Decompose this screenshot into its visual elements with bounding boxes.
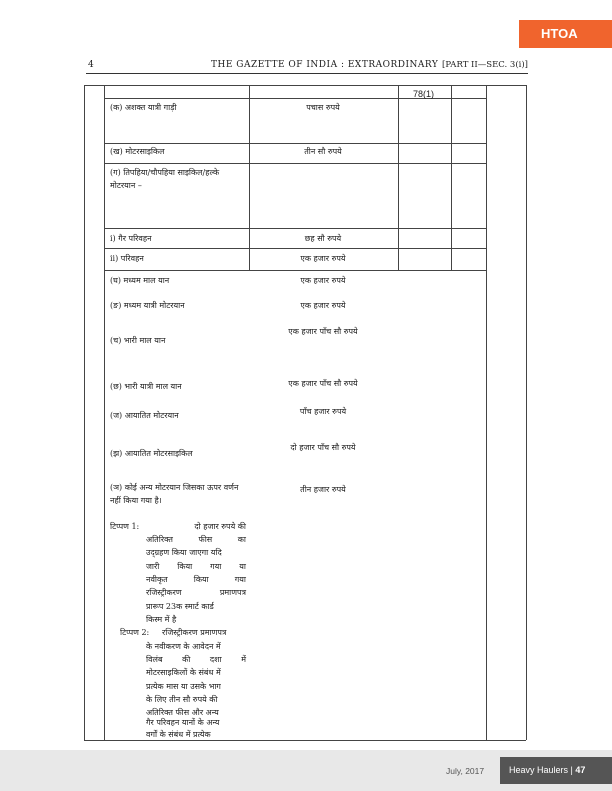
header-title: THE GAZETTE OF INDIA : EXTRAORDINARY [211, 60, 439, 70]
table-row-fee: एक हजार रुपये [300, 254, 346, 263]
table-row-rule [104, 270, 486, 271]
table-row-item: (ख) मोटरसाइकिल [110, 147, 165, 156]
corner-section-tab: HTOA [519, 20, 612, 48]
note-1-line: उद्ग्रहण किया जाएगा यदि [146, 548, 222, 557]
table-row-fee: छह सौ रुपये [304, 234, 342, 243]
table-row-item: (ङ) मध्यम यात्री मोटरयान [110, 301, 185, 310]
note-2-line: अतिरिक्त फीस और अन्य [146, 708, 219, 717]
table-row-fee: तीन हजार रुपये [300, 485, 346, 494]
table-row-rule [104, 228, 486, 229]
column-label-78-1: 78(1) [413, 89, 435, 99]
header-page-number: 4 [88, 60, 94, 70]
table-row-item: (घ) मध्यम माल यान [110, 276, 170, 285]
table-col-divider-1 [104, 85, 105, 740]
table-row-fee: दो हजार पाँच सौ रुपये [290, 443, 356, 452]
note-2-line: के लिए तीन सौ रुपये की [146, 695, 218, 704]
note-1-line: दो हजार रुपये की [194, 522, 246, 531]
table-row-item: (च) भारी माल यान [110, 336, 166, 345]
table-row-item: (झ) आयातित मोटरसाइकिल [110, 449, 193, 458]
note-1-line: जारी किया गया या [146, 562, 246, 571]
table-row-item: (ज) आयातित मोटरयान [110, 411, 179, 420]
note-1-label: टिप्पण 1: [110, 522, 140, 531]
table-row-fee: एक हजार पाँच सौ रुपये [288, 327, 358, 336]
table-col-divider-3 [398, 85, 399, 270]
table-row-fee: तीन सौ रुपये [304, 147, 342, 156]
table-row-fee: एक हजार रुपये [300, 301, 346, 310]
table-row-fee: एक हजार रुपये [300, 276, 346, 285]
table-row-item: (छ) भारी यात्री माल यान [110, 382, 182, 391]
note-1-line: प्रारूप 23क स्मार्ट कार्ड [146, 602, 214, 611]
table-row-rule [104, 143, 486, 144]
footer-page-number: 47 [575, 765, 586, 775]
table-row-item: (ग) तिपहिया/चौपहिया साइकिल/हल्के मोटरयान – [110, 168, 220, 190]
note-1-line: नवीकृत किया गया [146, 575, 246, 584]
header-rule [86, 73, 528, 74]
table-col-divider-5 [486, 85, 487, 740]
table-row-item: i) गैर परिवहन [110, 234, 152, 243]
table-row-item: (क) अशक्त यात्री गाड़ी [110, 103, 177, 112]
footer-publication-tab [500, 757, 612, 784]
note-2-line: वर्गों के संबंध में प्रत्येक [146, 730, 211, 739]
gazette-header [88, 60, 528, 74]
table-row-fee: पाँच हजार रुपये [299, 407, 347, 416]
note-1-line: रजिस्ट्रीकरण प्रमाणपत्र [146, 588, 246, 597]
table-col-divider-4 [451, 85, 452, 270]
table-row-rule [104, 163, 486, 164]
footer-publication: Heavy Haulers [509, 765, 569, 775]
note-2-line: मोटरसाइकिलों के संबंध में [146, 668, 221, 677]
note-2-line: गैर परिवहन यानों के अन्य [146, 718, 220, 727]
note-2-line: रजिस्ट्रीकरण प्रमाणपत्र [162, 628, 227, 637]
footer-separator: | [570, 765, 573, 775]
note-1-line: अतिरिक्त फीस का [146, 535, 246, 544]
footer-date: July, 2017 [446, 766, 485, 776]
table-row-item: ii) परिवहन [110, 254, 144, 263]
note-2-label: टिप्पण 2: [120, 628, 150, 637]
table-row-item: (ञ) कोई अन्य मोटरयान जिसका ऊपर वर्णन नहीं किया गया है। [110, 483, 239, 505]
note-1-line: किस्म में है [146, 615, 177, 624]
table-row-fee: एक हजार पाँच सौ रुपये [288, 379, 358, 388]
table-row-rule [104, 248, 486, 249]
table-row-fee: पचास रुपये [306, 103, 340, 112]
note-2-line: के नवीकरण के आवेदन में [146, 642, 221, 651]
table-border-top [84, 85, 526, 86]
note-2-line: विलंब की दशा में [146, 655, 246, 664]
header-section: [PART II—SEC. 3(i)] [442, 60, 528, 70]
table-border-left [84, 85, 85, 740]
table-border-right [526, 85, 527, 740]
note-2-line: प्रत्येक मास या उसके भाग [146, 682, 221, 691]
